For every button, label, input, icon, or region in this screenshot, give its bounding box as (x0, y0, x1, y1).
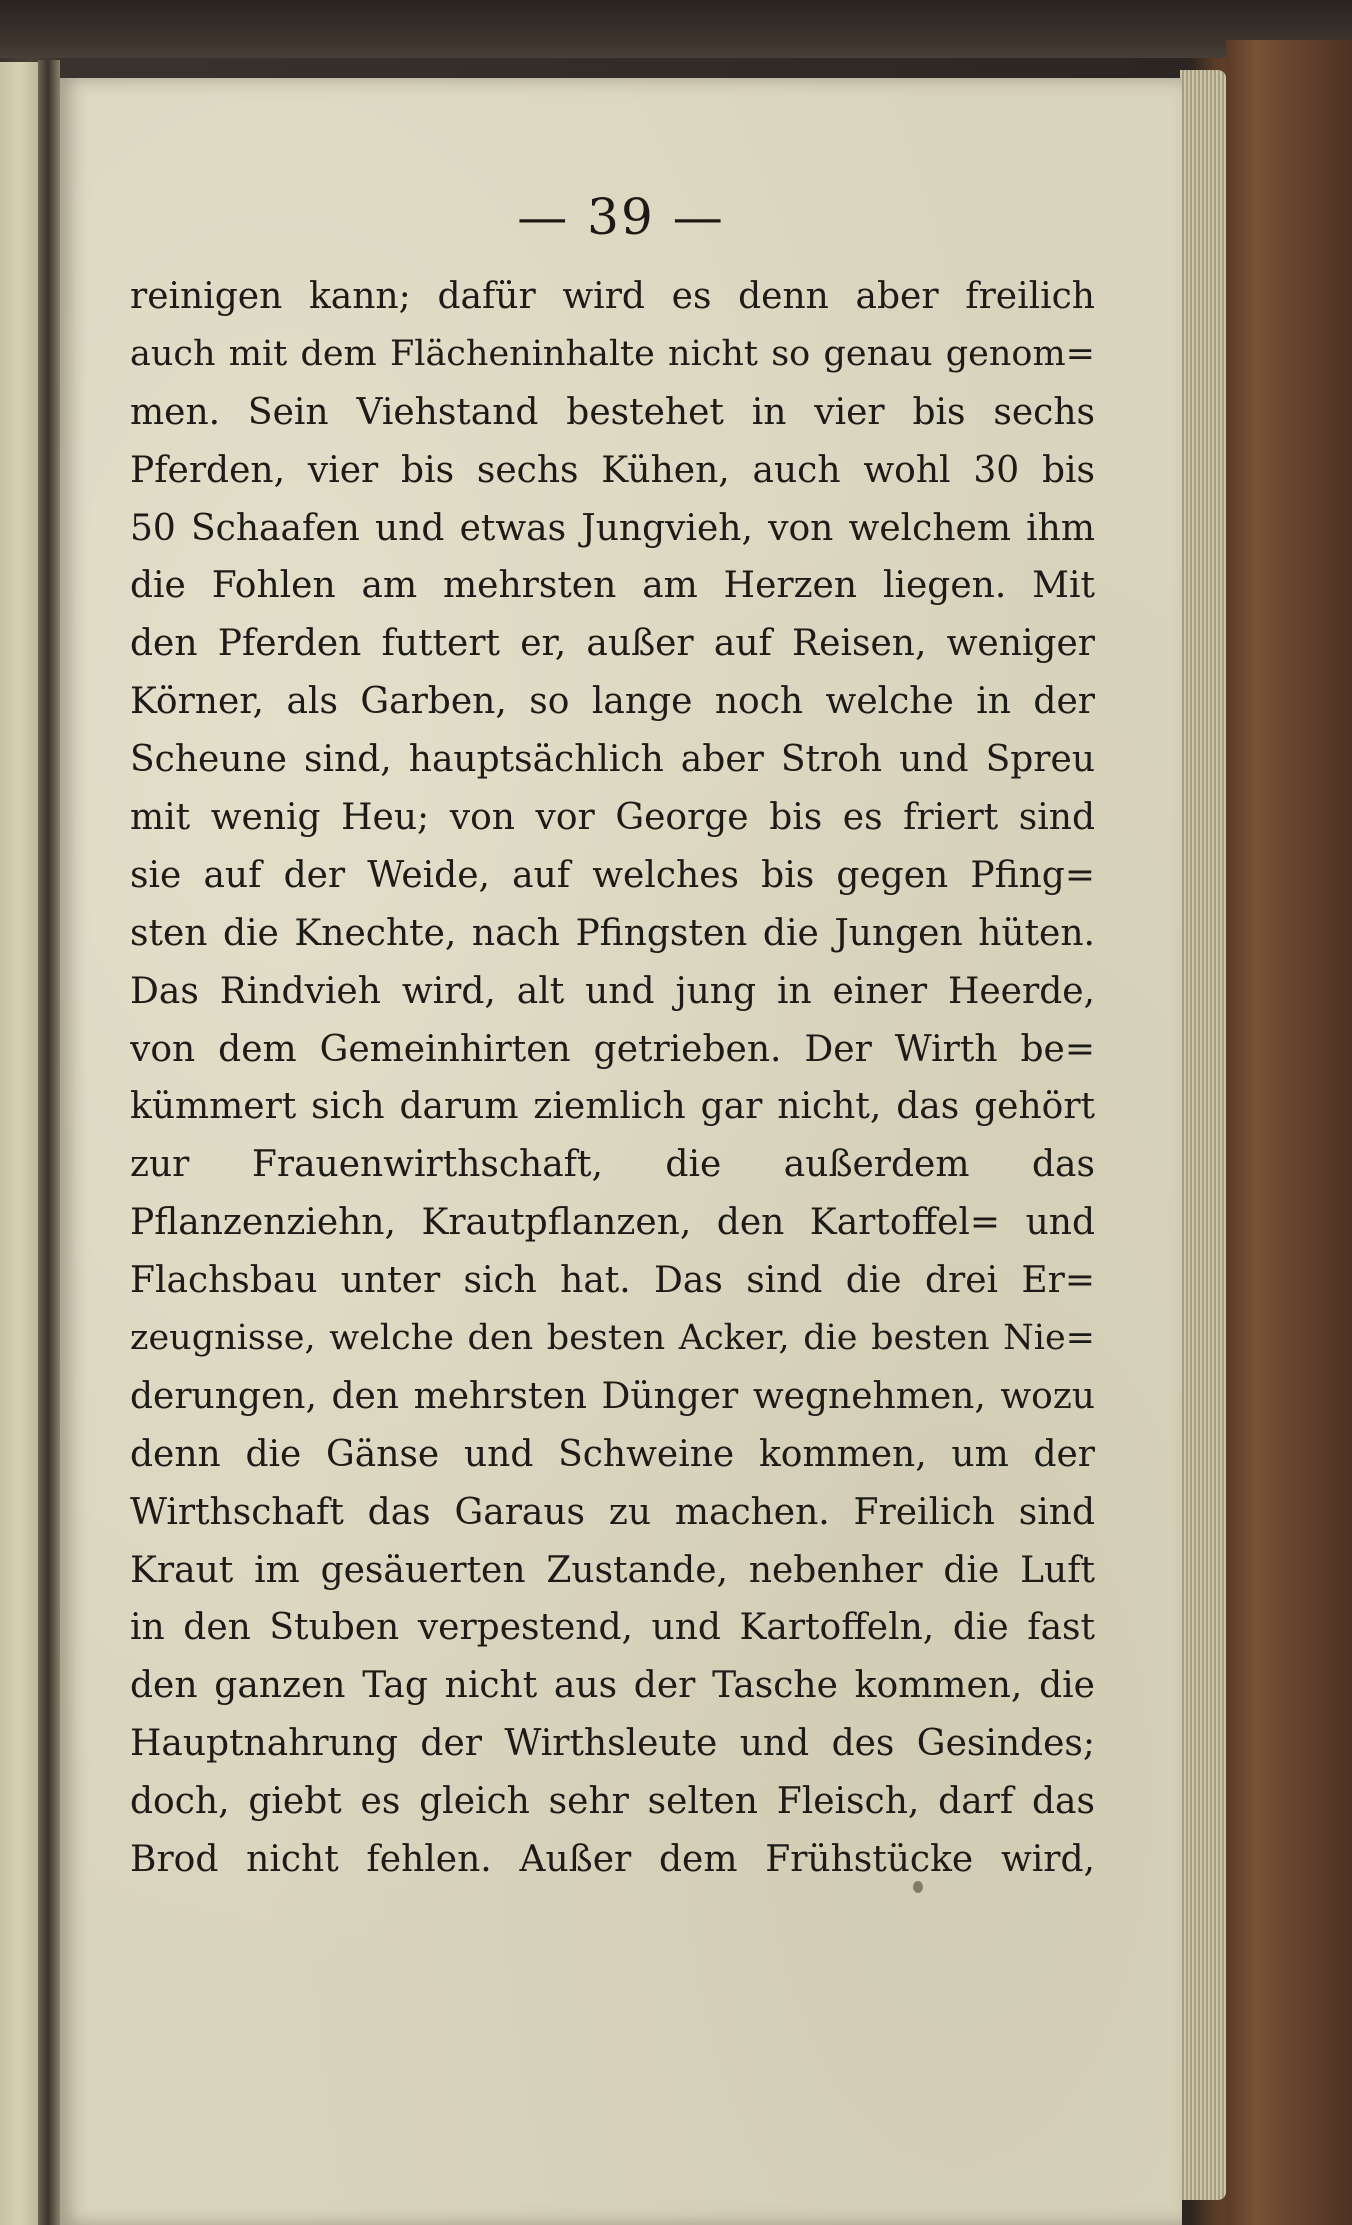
text-line: Pflanzenziehn, Krautpflanzen, den Kartoffel= und (130, 1202, 1095, 1244)
text-line: men. Sein Viehstand bestehet in vier bis sechs (130, 391, 1095, 433)
text-line: zeugnisse, welche den besten Acker, die besten Nie= (130, 1318, 1095, 1359)
text-line: Flachsbau unter sich hat. Das sind die drei Er= (130, 1260, 1095, 1302)
text-line: Brod nicht fehlen. Außer dem Frühstücke wird, (130, 1839, 1095, 1881)
text-line: in den Stuben verpestend, und Kartoffeln, die fast (130, 1607, 1095, 1649)
text-line: denn die Gänse und Schweine kommen, um der (130, 1433, 1095, 1475)
text-line: Pferden, vier bis sechs Kühen, auch wohl 30 bis (130, 449, 1095, 491)
text-line: Wirthschaft das Garaus zu machen. Freilich sind (130, 1491, 1095, 1533)
text-line: den ganzen Tag nicht aus der Tasche kommen, die (130, 1665, 1095, 1707)
page-number: — 39 — (517, 188, 725, 246)
text-line: doch, giebt es gleich sehr selten Fleisch, darf das (130, 1781, 1095, 1823)
text-line: den Pferden futtert er, außer auf Reisen, weniger (130, 623, 1095, 665)
text-line: Kraut im gesäuerten Zustande, nebenher die Luft (130, 1549, 1095, 1591)
text-line: Scheune sind, hauptsächlich aber Stroh und Spreu (130, 739, 1095, 781)
text-line: von dem Gemeinhirten getrieben. Der Wirth be= (130, 1028, 1095, 1070)
facing-page-edge (0, 62, 38, 2225)
dark-background (0, 0, 1352, 58)
paper-speck (913, 1881, 923, 1893)
text-line: auch mit dem Flächeninhalte nicht so genau genom= (130, 333, 1095, 374)
text-line: sie auf der Weide, auf welches bis gegen Pfing= (130, 854, 1095, 896)
text-line: derungen, den mehrsten Dünger wegnehmen, wozu (130, 1375, 1095, 1417)
book-page (60, 78, 1182, 2225)
text-line: die Fohlen am mehrsten am Herzen liegen. Mit (130, 565, 1095, 607)
text-line: kümmert sich darum ziemlich gar nicht, das gehört (130, 1086, 1095, 1128)
text-line: sten die Knechte, nach Pfingsten die Jungen hüten. (130, 912, 1095, 954)
book-cover-edge (1226, 40, 1352, 2225)
page-body-text (130, 268, 1095, 1889)
text-line: Körner, als Garben, so lange noch welche in der (130, 681, 1095, 723)
text-line: Das Rindvieh wird, alt und jung in einer Heerde, (130, 970, 1095, 1012)
page-edges (1180, 70, 1226, 2200)
text-line: reinigen kann; dafür wird es denn aber freilich (130, 276, 1095, 317)
text-line: zur Frauenwirthschaft, die außerdem das (130, 1144, 1095, 1186)
text-line: Hauptnahrung der Wirthsleute und des Gesindes; (130, 1723, 1095, 1765)
text-line: 50 Schaafen und etwas Jungvieh, von welchem ihm (130, 507, 1095, 549)
text-line: mit wenig Heu; von vor George bis es friert sind (130, 797, 1095, 839)
book-gutter (38, 60, 60, 2225)
